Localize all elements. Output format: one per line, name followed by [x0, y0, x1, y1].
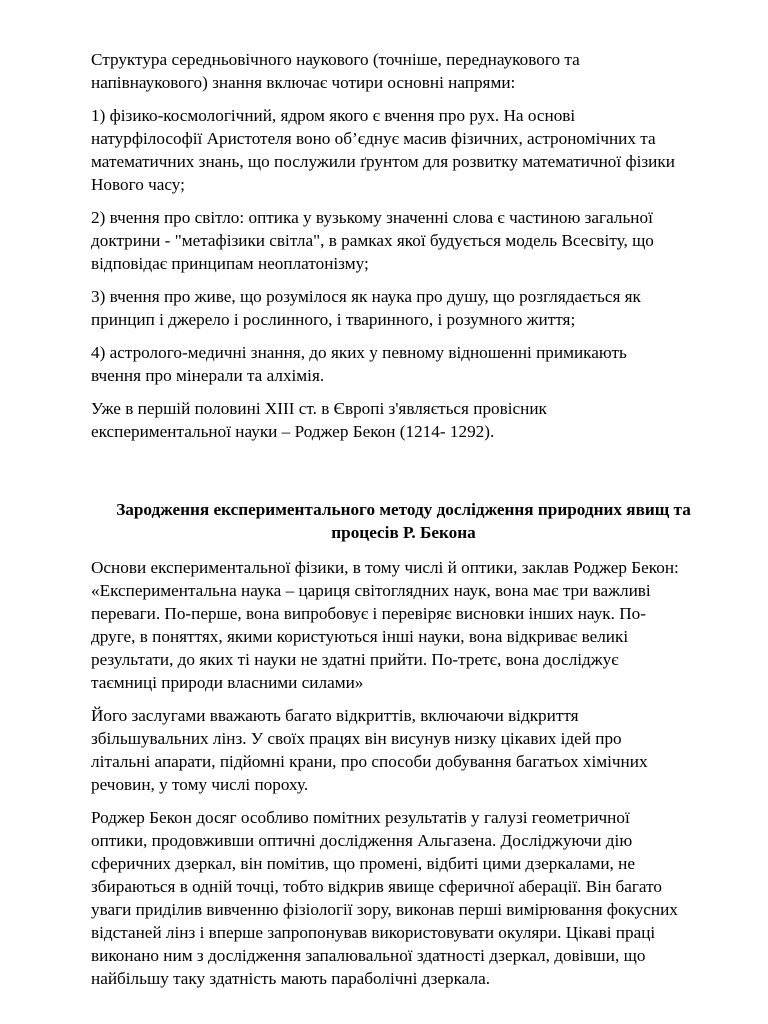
- text-line: 4) астролого-медичні знання, до яких у певному відношенні примикають: [91, 343, 627, 362]
- quote-paragraph: [91, 556, 716, 694]
- bacon-intro-paragraph: [91, 397, 716, 443]
- text-line: збираються в одній точці, тобто відкрив явище сферичної аберації. Він багато: [91, 877, 662, 896]
- list-item-light-doctrine: [91, 206, 716, 275]
- text-line: відстаней лінз і вперше запропонував використовувати окуляри. Цікаві праці: [91, 923, 656, 942]
- text-line: речовин, у тому числі пороху.: [91, 775, 309, 794]
- heading-line: процесів Р. Бекона: [331, 523, 476, 542]
- text-line: літальні апарати, підйомні крани, про способи добування багатьох хімічних: [91, 752, 648, 771]
- merits-paragraph: [91, 704, 716, 796]
- optics-paragraph: [91, 806, 716, 990]
- intro-paragraph: [91, 48, 716, 94]
- text-line: вчення про мінерали та алхімія.: [91, 366, 325, 385]
- list-item-astrology-medicine: [91, 341, 716, 387]
- document-page: [91, 48, 716, 1000]
- text-line: Уже в першій половині XIII ст. в Європі з'являється провісник: [91, 399, 547, 418]
- text-line: друге, в поняттях, якими користуються інші науки, вона відкриває великі: [91, 627, 629, 646]
- text-line: Його заслугами вважають багато відкриттів, включаючи відкриття: [91, 706, 579, 725]
- text-line: оптики, продовживши оптичні дослідження Альгазена. Досліджуючи дію: [91, 831, 633, 850]
- text-line: збільшувальних лінз. У своїх працях він висунув низку цікавих ідей про: [91, 729, 622, 748]
- text-line: напівнаукового) знання включає чотири основні напрями:: [91, 73, 516, 92]
- text-line: Нового часу;: [91, 175, 185, 194]
- list-item-physics-cosmology: [91, 104, 716, 196]
- text-line: 1) фізико-космологічний, ядром якого є вчення про рух. На основі: [91, 106, 576, 125]
- text-line: принцип і джерело і рослинного, і тваринного, і розумного життя;: [91, 310, 576, 329]
- text-line: таємниці природи власними силами»: [91, 673, 364, 692]
- heading-line: Зародження експериментального методу дослідження природних явищ та: [116, 500, 691, 519]
- text-line: математичних знань, що послужили ґрунтом для розвитку математичної фізики: [91, 152, 675, 171]
- list-item-living-doctrine: [91, 285, 716, 331]
- text-line: «Експериментальна наука – цариця світоглядних наук, вона має три важливі: [91, 581, 651, 600]
- text-line: сферичних дзеркал, він помітив, що промені, відбиті цими дзеркалами, не: [91, 854, 635, 873]
- text-line: відповідає принципам неоплатонізму;: [91, 254, 369, 273]
- text-line: доктрини - "метафізики світла", в рамках якої будується модель Всесвіту, що: [91, 231, 654, 250]
- text-line: 2) вчення про світло: оптика у вузькому значенні слова є частиною загальної: [91, 208, 653, 227]
- text-line: найбільшу таку здатність мають параболічні дзеркала.: [91, 969, 491, 988]
- text-line: 3) вчення про живе, що розумілося як наука про душу, що розглядається як: [91, 287, 641, 306]
- text-line: результати, до яких ті науки не здатні прийти. По-третє, вона досліджує: [91, 650, 619, 669]
- text-line: переваги. По-перше, вона випробовує і перевіряє висновки інших наук. По-: [91, 604, 646, 623]
- text-line: експериментальної науки – Роджер Бекон (1214- 1292).: [91, 422, 495, 441]
- text-line: Структура середньовічного наукового (точніше, переднаукового та: [91, 50, 580, 69]
- text-line: Роджер Бекон досяг особливо помітних результатів у галузі геометричної: [91, 808, 630, 827]
- text-line: натурфілософії Аристотеля воно об’єднує масив фізичних, астрономічних та: [91, 129, 656, 148]
- text-line: Основи експериментальної фізики, в тому числі й оптики, заклав Роджер Бекон:: [91, 558, 679, 577]
- text-line: виконано ним з дослідження запалювальної здатності дзеркал, довівши, що: [91, 946, 646, 965]
- section-spacer: [91, 453, 716, 498]
- section-heading: [91, 498, 716, 544]
- text-line: уваги приділив вивченню фізіології зору, виконав перші вимірювання фокусних: [91, 900, 678, 919]
